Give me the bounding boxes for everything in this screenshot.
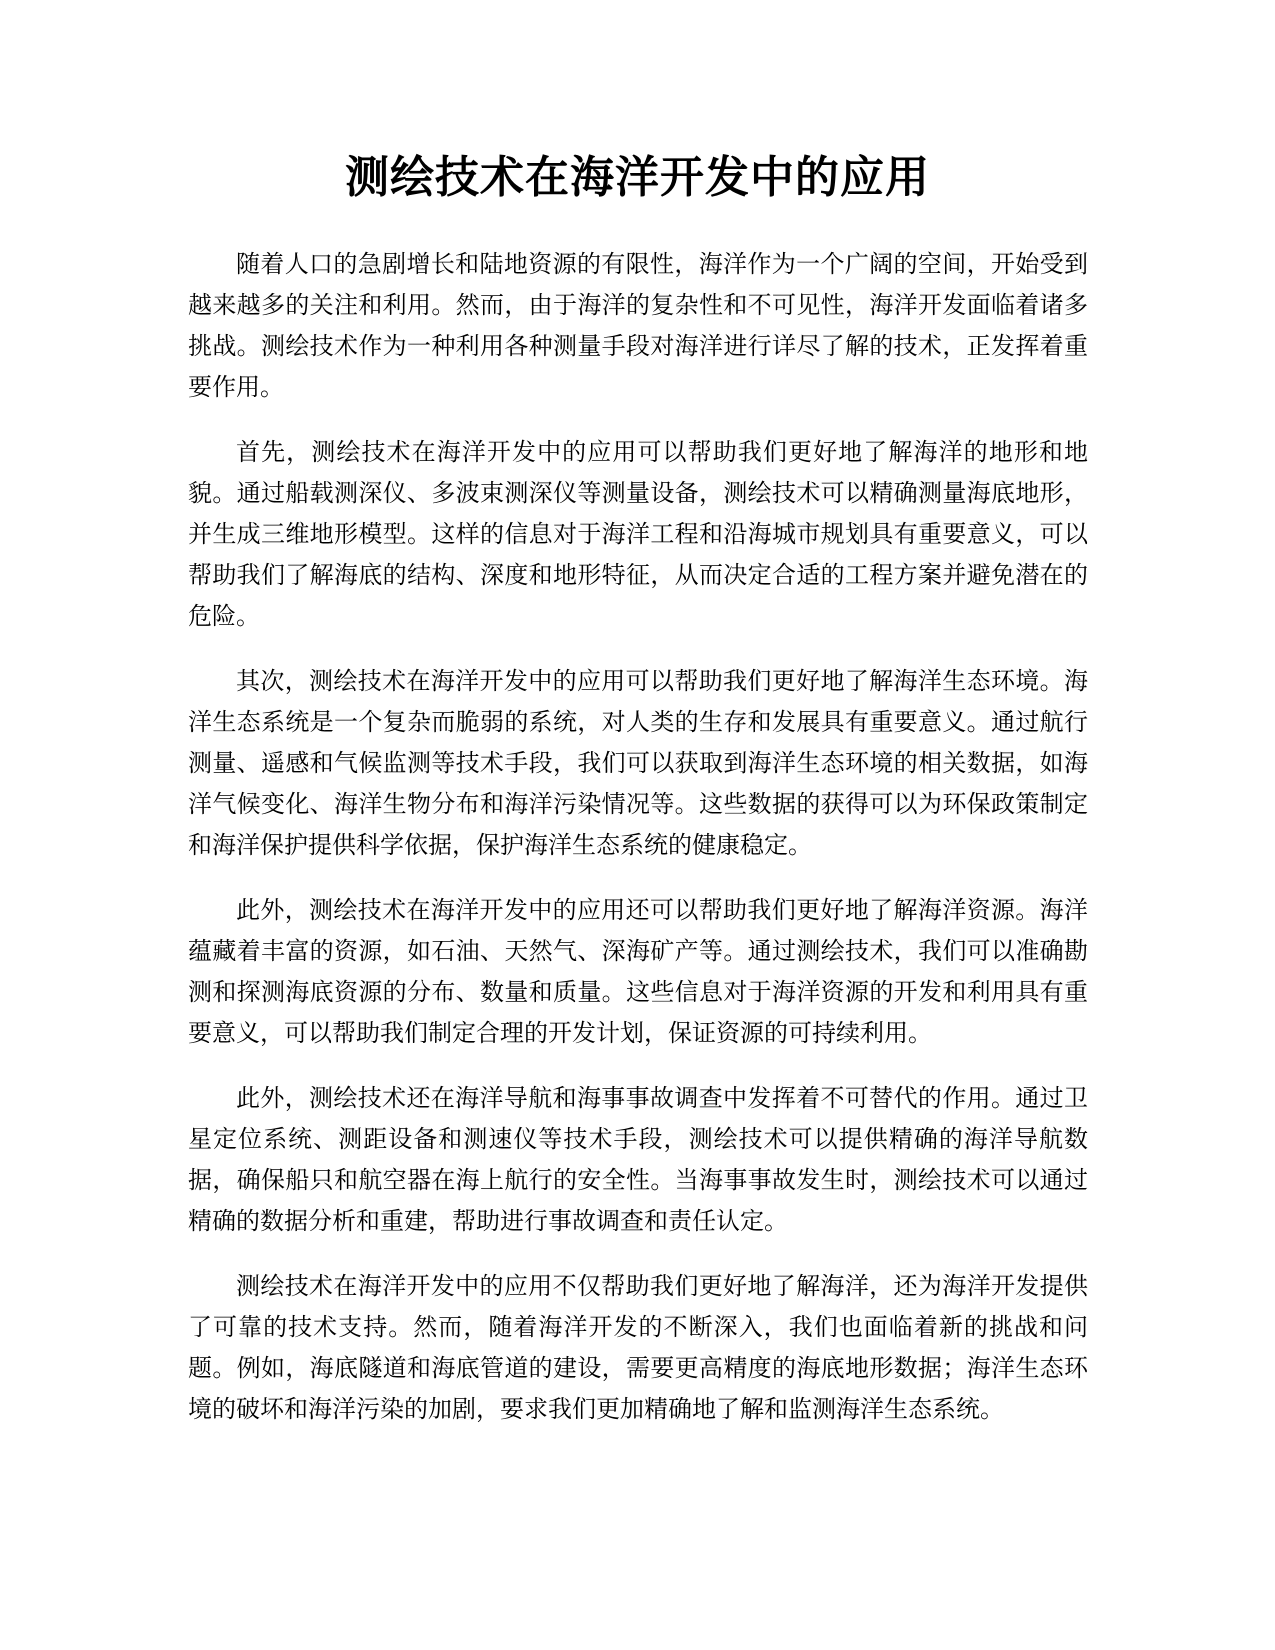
paragraph: 此外，测绘技术还在海洋导航和海事事故调查中发挥着不可替代的作用。通过卫星定位系统、测距设备和测速仪等技术手段，测绘技术可以提供精确的海洋导航数据，确保船只和航空器在海上航行的安全性。当海事事故发生时，测绘技术可以通过精确的数据分析和重建，帮助进行事故调查和责任认定。	[188, 1084, 1088, 1235]
paragraph: 测绘技术在海洋开发中的应用不仅帮助我们更好地了解海洋，还为海洋开发提供了可靠的技术支持。然而，随着海洋开发的不断深入，我们也面临着新的挑战和问题。例如，海底隧道和海底管道的建设，需要更高精度的海底地形数据；海洋生态环境的破坏和海洋污染的加剧，要求我们更加精确地了解和监测海洋生态系统。	[188, 1272, 1088, 1423]
paragraph: 首先，测绘技术在海洋开发中的应用可以帮助我们更好地了解海洋的地形和地貌。通过船载测深仪、多波束测深仪等测量设备，测绘技术可以精确测量海底地形，并生成三维地形模型。这样的信息对于海洋工程和沿海城市规划具有重要意义，可以帮助我们了解海底的结构、深度和地形特征，从而决定合适的工程方案并避免潜在的危险。	[188, 438, 1088, 630]
paragraph: 此外，测绘技术在海洋开发中的应用还可以帮助我们更好地了解海洋资源。海洋蕴藏着丰富的资源，如石油、天然气、深海矿产等。通过测绘技术，我们可以准确勘测和探测海底资源的分布、数量和质量。这些信息对于海洋资源的开发和利用具有重要意义，可以帮助我们制定合理的开发计划，保证资源的可持续利用。	[188, 896, 1088, 1047]
paragraph: 其次，测绘技术在海洋开发中的应用可以帮助我们更好地了解海洋生态环境。海洋生态系统是一个复杂而脆弱的系统，对人类的生存和发展具有重要意义。通过航行测量、遥感和气候监测等技术手段，我们可以获取到海洋生态环境的相关数据，如海洋气候变化、海洋生物分布和海洋污染情况等。这些数据的获得可以为环保政策制定和海洋保护提供科学依据，保护海洋生态系统的健康稳定。	[188, 667, 1088, 859]
paragraph: 随着人口的急剧增长和陆地资源的有限性，海洋作为一个广阔的空间，开始受到越来越多的关注和利用。然而，由于海洋的复杂性和不可见性，海洋开发面临着诸多挑战。测绘技术作为一种利用各种测量手段对海洋进行详尽了解的技术，正发挥着重要作用。	[188, 250, 1088, 401]
document-body	[188, 244, 1088, 1454]
document-title: 测绘技术在海洋开发中的应用	[345, 152, 930, 203]
